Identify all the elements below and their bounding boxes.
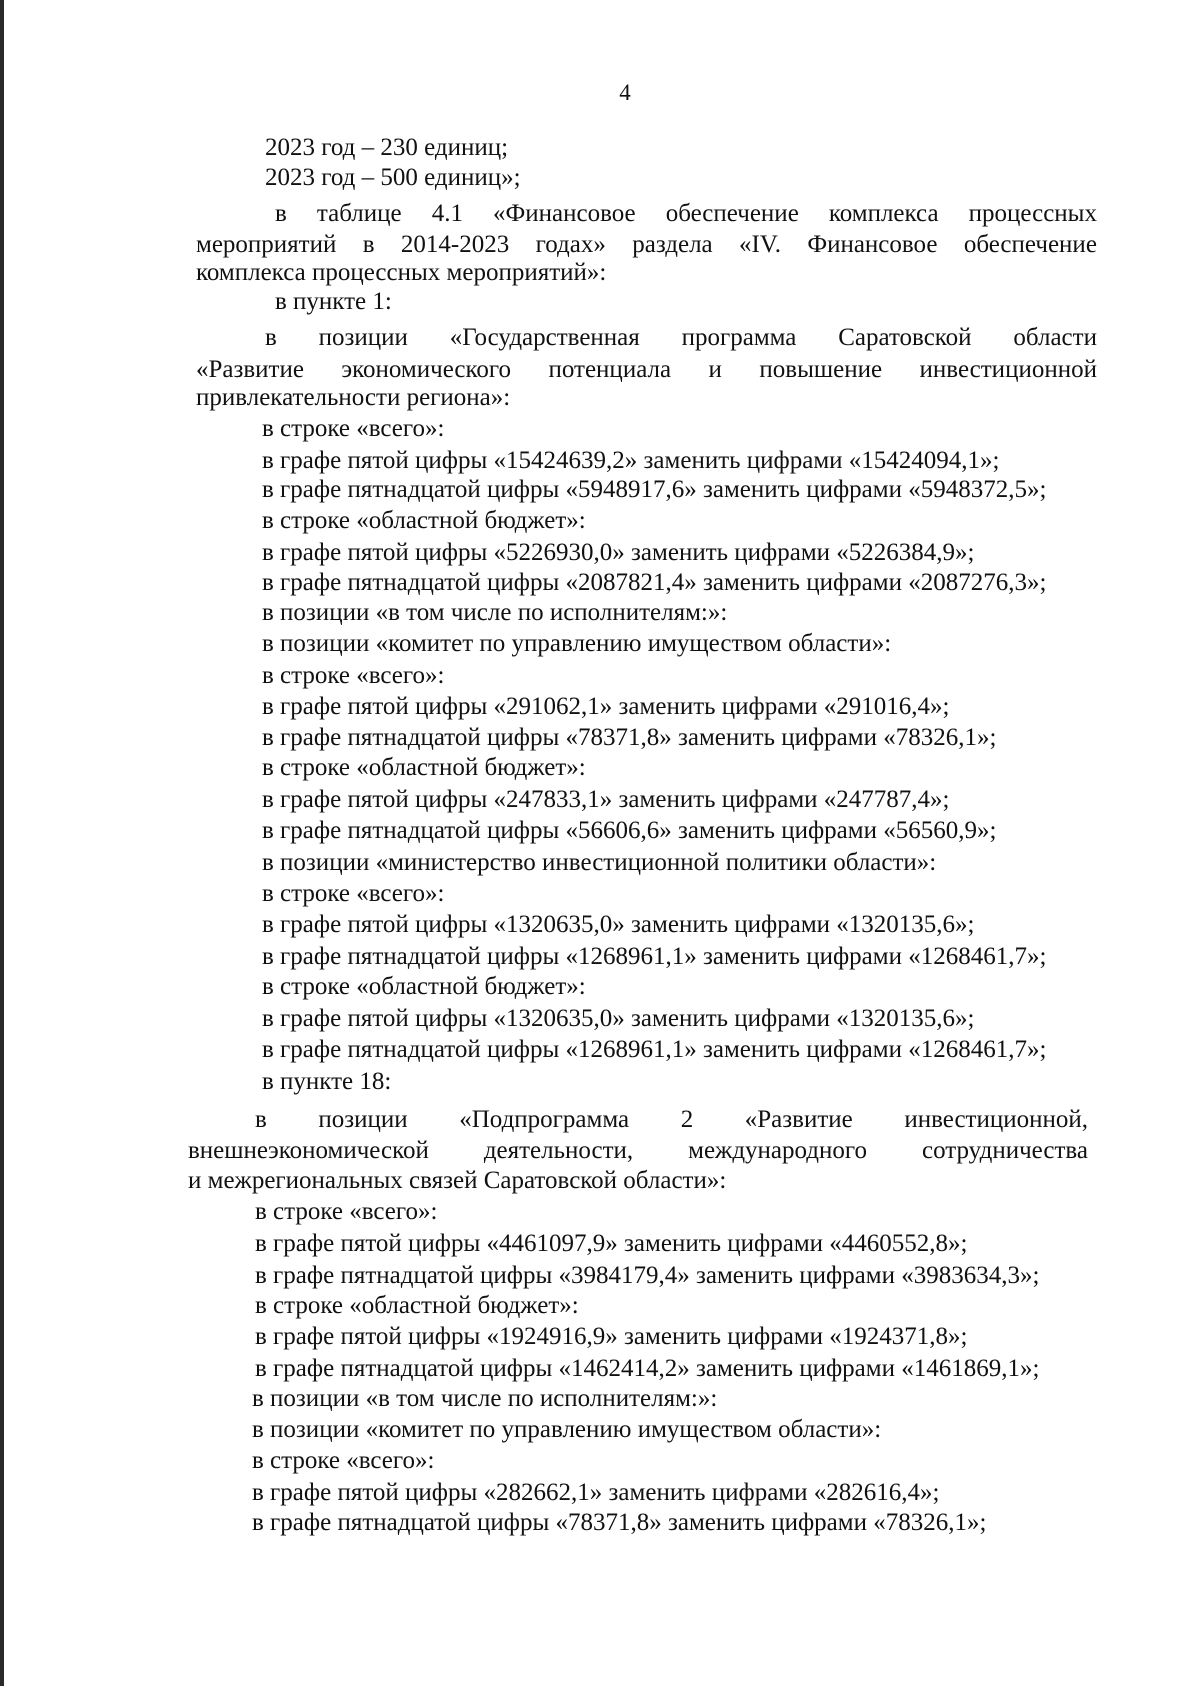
text-line: в графе пятой цифры «1320635,0» заменить цифрами «1320135,6»; xyxy=(262,911,975,938)
text-line: в строке «областной бюджет»: xyxy=(255,1292,579,1319)
text-line: в позиции «Государственная программа Саратовской области xyxy=(265,324,1097,351)
text-line: в строке «областной бюджет»: xyxy=(262,507,586,534)
text-line: в позиции «комитет по управлению имуществом области»: xyxy=(262,630,892,657)
text-line: в графе пятнадцатой цифры «1268961,1» заменить цифрами «1268461,7»; xyxy=(262,1036,1047,1063)
text-line: мероприятий в 2014-2023 годах» раздела «IV. Финансовое обеспечение xyxy=(196,231,1097,258)
text-line: в позиции «в том числе по исполнителям:»: xyxy=(262,599,728,626)
text-line: 2023 год – 230 единиц; xyxy=(265,134,509,161)
text-line: 2023 год – 500 единиц»; xyxy=(265,164,521,191)
text-line: в графе пятнадцатой цифры «1268961,1» заменить цифрами «1268461,7»; xyxy=(262,943,1047,970)
text-line: в строке «всего»: xyxy=(252,1447,435,1474)
text-line: в позиции «в том числе по исполнителям:»: xyxy=(252,1385,718,1412)
text-line: в графе пятнадцатой цифры «3984179,4» заменить цифрами «3983634,3»; xyxy=(255,1262,1040,1289)
text-line: в графе пятой цифры «5226930,0» заменить цифрами «5226384,9»; xyxy=(262,539,975,566)
text-line: «Развитие экономического потенциала и повышение инвестиционной xyxy=(196,356,1097,383)
text-line: в пункте 18: xyxy=(262,1068,392,1095)
text-line: в строке «всего»: xyxy=(262,662,445,689)
text-line: в графе пятой цифры «4461097,9» заменить цифрами «4460552,8»; xyxy=(255,1230,968,1257)
text-line: в позиции «министерство инвестиционной политики области»: xyxy=(262,849,937,876)
text-line: в таблице 4.1 «Финансовое обеспечение комплекса процессных xyxy=(275,200,1097,227)
text-line: в графе пятой цифры «15424639,2» заменить цифрами «15424094,1»; xyxy=(262,447,1000,474)
text-line: в позиции «Подпрограмма 2 «Развитие инвестиционной, xyxy=(255,1106,1088,1133)
text-line: в графе пятнадцатой цифры «56606,6» заменить цифрами «56560,9»; xyxy=(262,817,997,844)
page-number: 4 xyxy=(619,80,631,105)
text-line: в графе пятнадцатой цифры «1462414,2» заменить цифрами «1461869,1»; xyxy=(255,1355,1040,1382)
text-line: в графе пятнадцатой цифры «78371,8» заменить цифрами «78326,1»; xyxy=(252,1509,987,1536)
text-line: в графе пятой цифры «247833,1» заменить цифрами «247787,4»; xyxy=(262,786,950,813)
text-line: в графе пятой цифры «1320635,0» заменить цифрами «1320135,6»; xyxy=(262,1005,975,1032)
text-line: в графе пятнадцатой цифры «5948917,6» заменить цифрами «5948372,5»; xyxy=(262,476,1047,503)
text-line: в строке «всего»: xyxy=(262,880,445,907)
text-line: в строке «областной бюджет»: xyxy=(262,754,586,781)
text-line: в позиции «комитет по управлению имуществом области»: xyxy=(252,1416,882,1443)
text-line: внешнеэкономической деятельности, международного сотрудничества xyxy=(188,1137,1088,1164)
text-line: в графе пятнадцатой цифры «2087821,4» заменить цифрами «2087276,3»; xyxy=(262,569,1047,596)
text-line: в графе пятой цифры «291062,1» заменить цифрами «291016,4»; xyxy=(262,693,950,720)
text-line: и межрегиональных связей Саратовской области»: xyxy=(188,1167,727,1194)
text-line: в строке «всего»: xyxy=(255,1198,438,1225)
text-line: привлекательности региона»: xyxy=(196,384,511,411)
text-line: в строке «всего»: xyxy=(262,415,445,442)
text-line: в строке «областной бюджет»: xyxy=(262,973,586,1000)
text-line: в графе пятой цифры «282662,1» заменить цифрами «282616,4»; xyxy=(252,1479,940,1506)
text-line: в графе пятнадцатой цифры «78371,8» заменить цифрами «78326,1»; xyxy=(262,724,997,751)
text-line: комплекса процессных мероприятий»: xyxy=(196,259,607,286)
text-line: в пункте 1: xyxy=(275,288,392,315)
text-line: в графе пятой цифры «1924916,9» заменить цифрами «1924371,8»; xyxy=(255,1323,968,1350)
